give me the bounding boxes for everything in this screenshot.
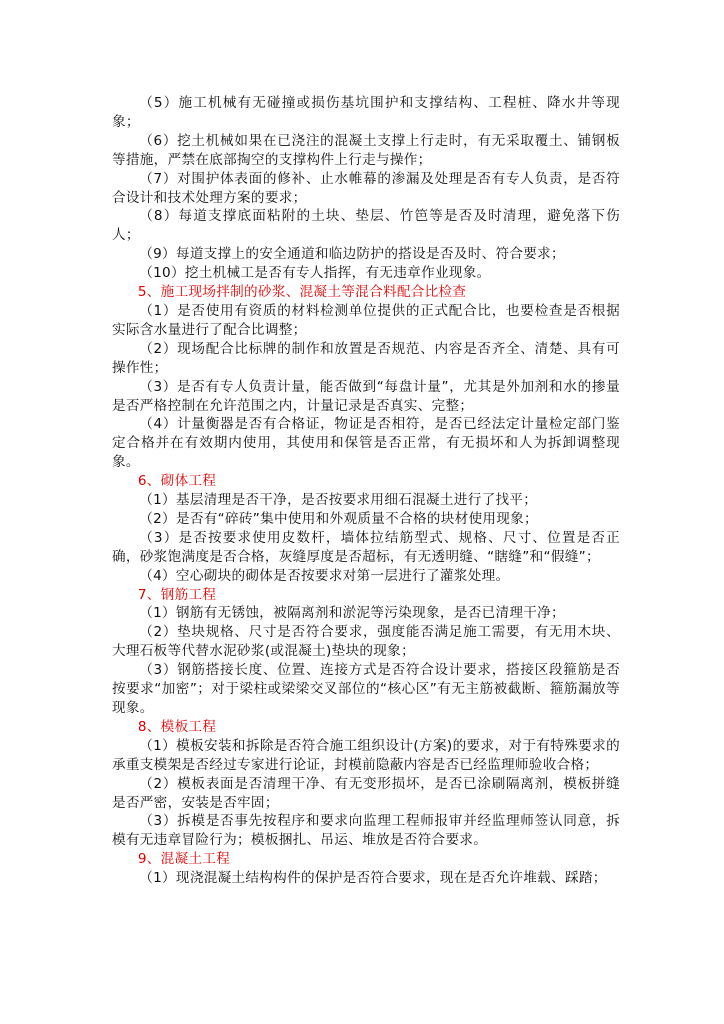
paragraph: （1）钢筋有无锈蚀，被隔离剂和淤泥等污染现象，是否已清理干净； (139, 605, 565, 622)
section-heading: 5、施工现场拌制的砂浆、混凝土等混合料配合比检查 (137, 284, 467, 301)
paragraph: （1）现浇混凝土结构构件的保护是否符合要求，现在是否允许堆载、踩踏； (139, 870, 607, 887)
paragraph: （1）是否使用有资质的材料检测单位提供的正式配合比，也要检查是否根据实际含水量进行了配合比调整； (112, 302, 620, 338)
section-heading: 7、钢筋工程 (137, 586, 217, 603)
paragraph: （4）计量衡器是否有合格证，物证是否相符，是否已经法定计量检定部门鉴定合格并在有效期内使用，其使用和保管是否正常，有无损坏和人为拆卸调整现象。 (112, 416, 620, 471)
section-heading: 8、模板工程 (137, 718, 217, 735)
paragraph: （1）基层清理是否干净，是否按要求用细石混凝土进行了找平； (139, 492, 538, 509)
paragraph: （3）是否有专人负责计量，能否做到“每盘计量”，尤其是外加剂和水的掺量是否严格控制在允许范围之内，计量记录是否真实、完整； (112, 378, 620, 414)
paragraph: （3）是否按要求使用皮数杆，墙体拉结筋型式、规格、尺寸、位置是否正确，砂浆饱满度是否合格，灰缝厚度是否超标，有无透明缝、“瞎缝”和“假缝”； (112, 529, 620, 565)
paragraph: （5）施工机械有无碰撞或损伤基坑围护和支撑结构、工程桩、降水井等现象； (112, 95, 620, 130)
paragraph: （2）现场配合比标牌的制作和放置是否规范、内容是否齐全、清楚、具有可操作性； (112, 340, 620, 376)
document-body (112, 94, 620, 888)
paragraph: （4）空心砌块的砌体是否按要求对第一层进行了灌浆处理。 (139, 567, 510, 584)
paragraph: （6）挖土机械如果在已浇注的混凝土支撑上行走时，有无采取覆土、铺钢板等措施，严禁在底部掏空的支撑构件上行走与操作； (112, 132, 620, 168)
paragraph: （2）模板表面是否清理干净、有无变形损坏，是否已涂刷隔离剂，模板拼缝是否严密，安装是否牢固； (112, 775, 620, 811)
paragraph: （10）挖土机械工是否有专人指挥，有无违章作业现象。 (139, 265, 491, 282)
paragraph: （3）拆模是否事先按程序和要求向监理工程师报审并经监理师签认同意，拆模有无违章冒险行为；模板捆扎、吊运、堆放是否符合要求。 (112, 813, 620, 849)
paragraph: （8）每道支撑底面粘附的土块、垫层、竹笆等是否及时清理，避免落下伤人； (112, 208, 620, 244)
paragraph: （1）模板安装和拆除是否符合施工组织设计(方案)的要求，对于有特殊要求的承重支模架是否经过专家进行论证，封模前隐蔽内容是否已经监理师验收合格； (112, 737, 620, 773)
section-heading: 6、砌体工程 (137, 473, 217, 490)
paragraph: （9）每道支撑上的安全通道和临边防护的搭设是否及时、符合要求； (139, 246, 565, 263)
paragraph: （7）对围护体表面的修补、止水帷幕的渗漏及处理是否有专人负责，是否符合设计和技术处理方案的要求； (112, 170, 620, 206)
paragraph: （2）是否有“碎砖”集中使用和外观质量不合格的块材使用现象； (139, 510, 538, 527)
paragraph: （3）钢筋搭接长度、位置、连接方式是否符合设计要求，搭接区段箍筋是否按要求“加密”；对于梁柱或梁梁交叉部位的“核心区”有无主筋被截断、箍筋漏放等现象。 (112, 662, 620, 716)
section-heading: 9、混凝土工程 (137, 851, 231, 868)
paragraph: （2）垫块规格、尺寸是否符合要求，强度能否满足施工需要，有无用木块、大理石板等代替水泥砂浆(或混凝土)垫块的现象； (112, 624, 620, 660)
